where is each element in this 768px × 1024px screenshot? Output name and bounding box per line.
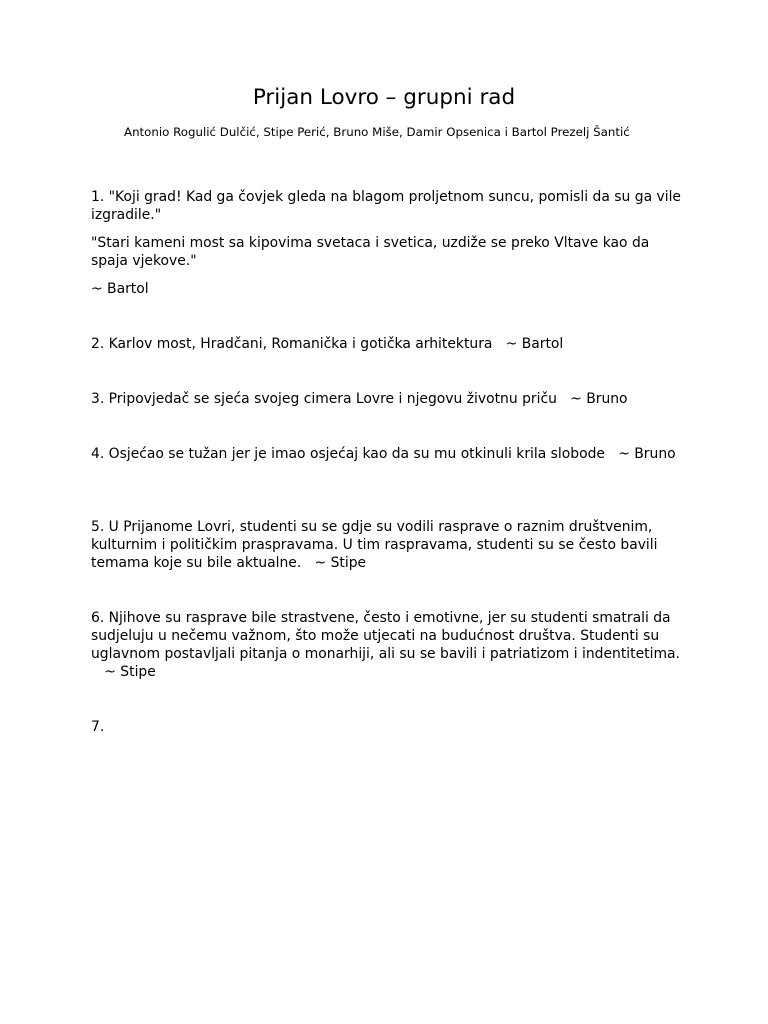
answer-6-text: 6. Njihove su rasprave bile strastvene, često i emotivne, jer su studenti smatrali da sudjeluju u nečemu važnom, što može utjecati na budućnost društva. Studenti su uglavnom postavljali pitanja o monarhiji, ali su se bavili i patriatizom i indentitetima.: [91, 610, 680, 662]
authors-line: Antonio Rogulić Dulčić, Stipe Perić, Bruno Miše, Damir Opsenica i Bartol Prezelj Šantić: [124, 125, 630, 139]
document-title: Prijan Lovro – grupni rad: [252, 85, 516, 110]
answer-4-signature: ~ Bruno: [604, 446, 676, 462]
answer-6-signature: ~ Stipe: [91, 664, 156, 680]
answer-3-text: 3. Pripovjedač se sjeća svojeg cimera Lovre i njegovu životnu priču: [91, 391, 557, 407]
answer-5-signature: ~ Stipe: [301, 555, 367, 571]
answer-2: [91, 335, 681, 353]
answer-1-signature: ~ Bartol: [91, 281, 149, 297]
answer-6: [91, 609, 681, 681]
answer-4: [91, 445, 681, 463]
answer-3-signature: ~ Bruno: [556, 391, 628, 407]
answer-3: [91, 390, 681, 408]
answer-5-text: 5. U Prijanome Lovri, studenti su se gdje su vodili rasprave o raznim društvenim, kulturnim i političkim praspravama. U tim raspravama, studenti su se često bavili temama koje su bile aktualne.: [91, 519, 658, 571]
answer-5: [91, 518, 681, 572]
answer-1-quote-1: 1. "Koji grad! Kad ga čovjek gleda na blagom proljetnom suncu, pomisli da su ga vile izgradile.": [91, 189, 681, 223]
answer-4-text: 4. Osjećao se tužan jer je imao osjećaj kao da su mu otkinuli krila slobode: [91, 446, 605, 462]
answer-7: 7.: [91, 719, 105, 735]
answer-2-signature: ~ Bartol: [492, 336, 564, 352]
answer-2-text: 2. Karlov most, Hradčani, Romanička i gotička arhitektura: [91, 336, 493, 352]
answer-1-quote-2: "Stari kameni most sa kipovima svetaca i svetica, uzdiže se preko Vltave kao da spaja vjekove.": [91, 235, 650, 269]
